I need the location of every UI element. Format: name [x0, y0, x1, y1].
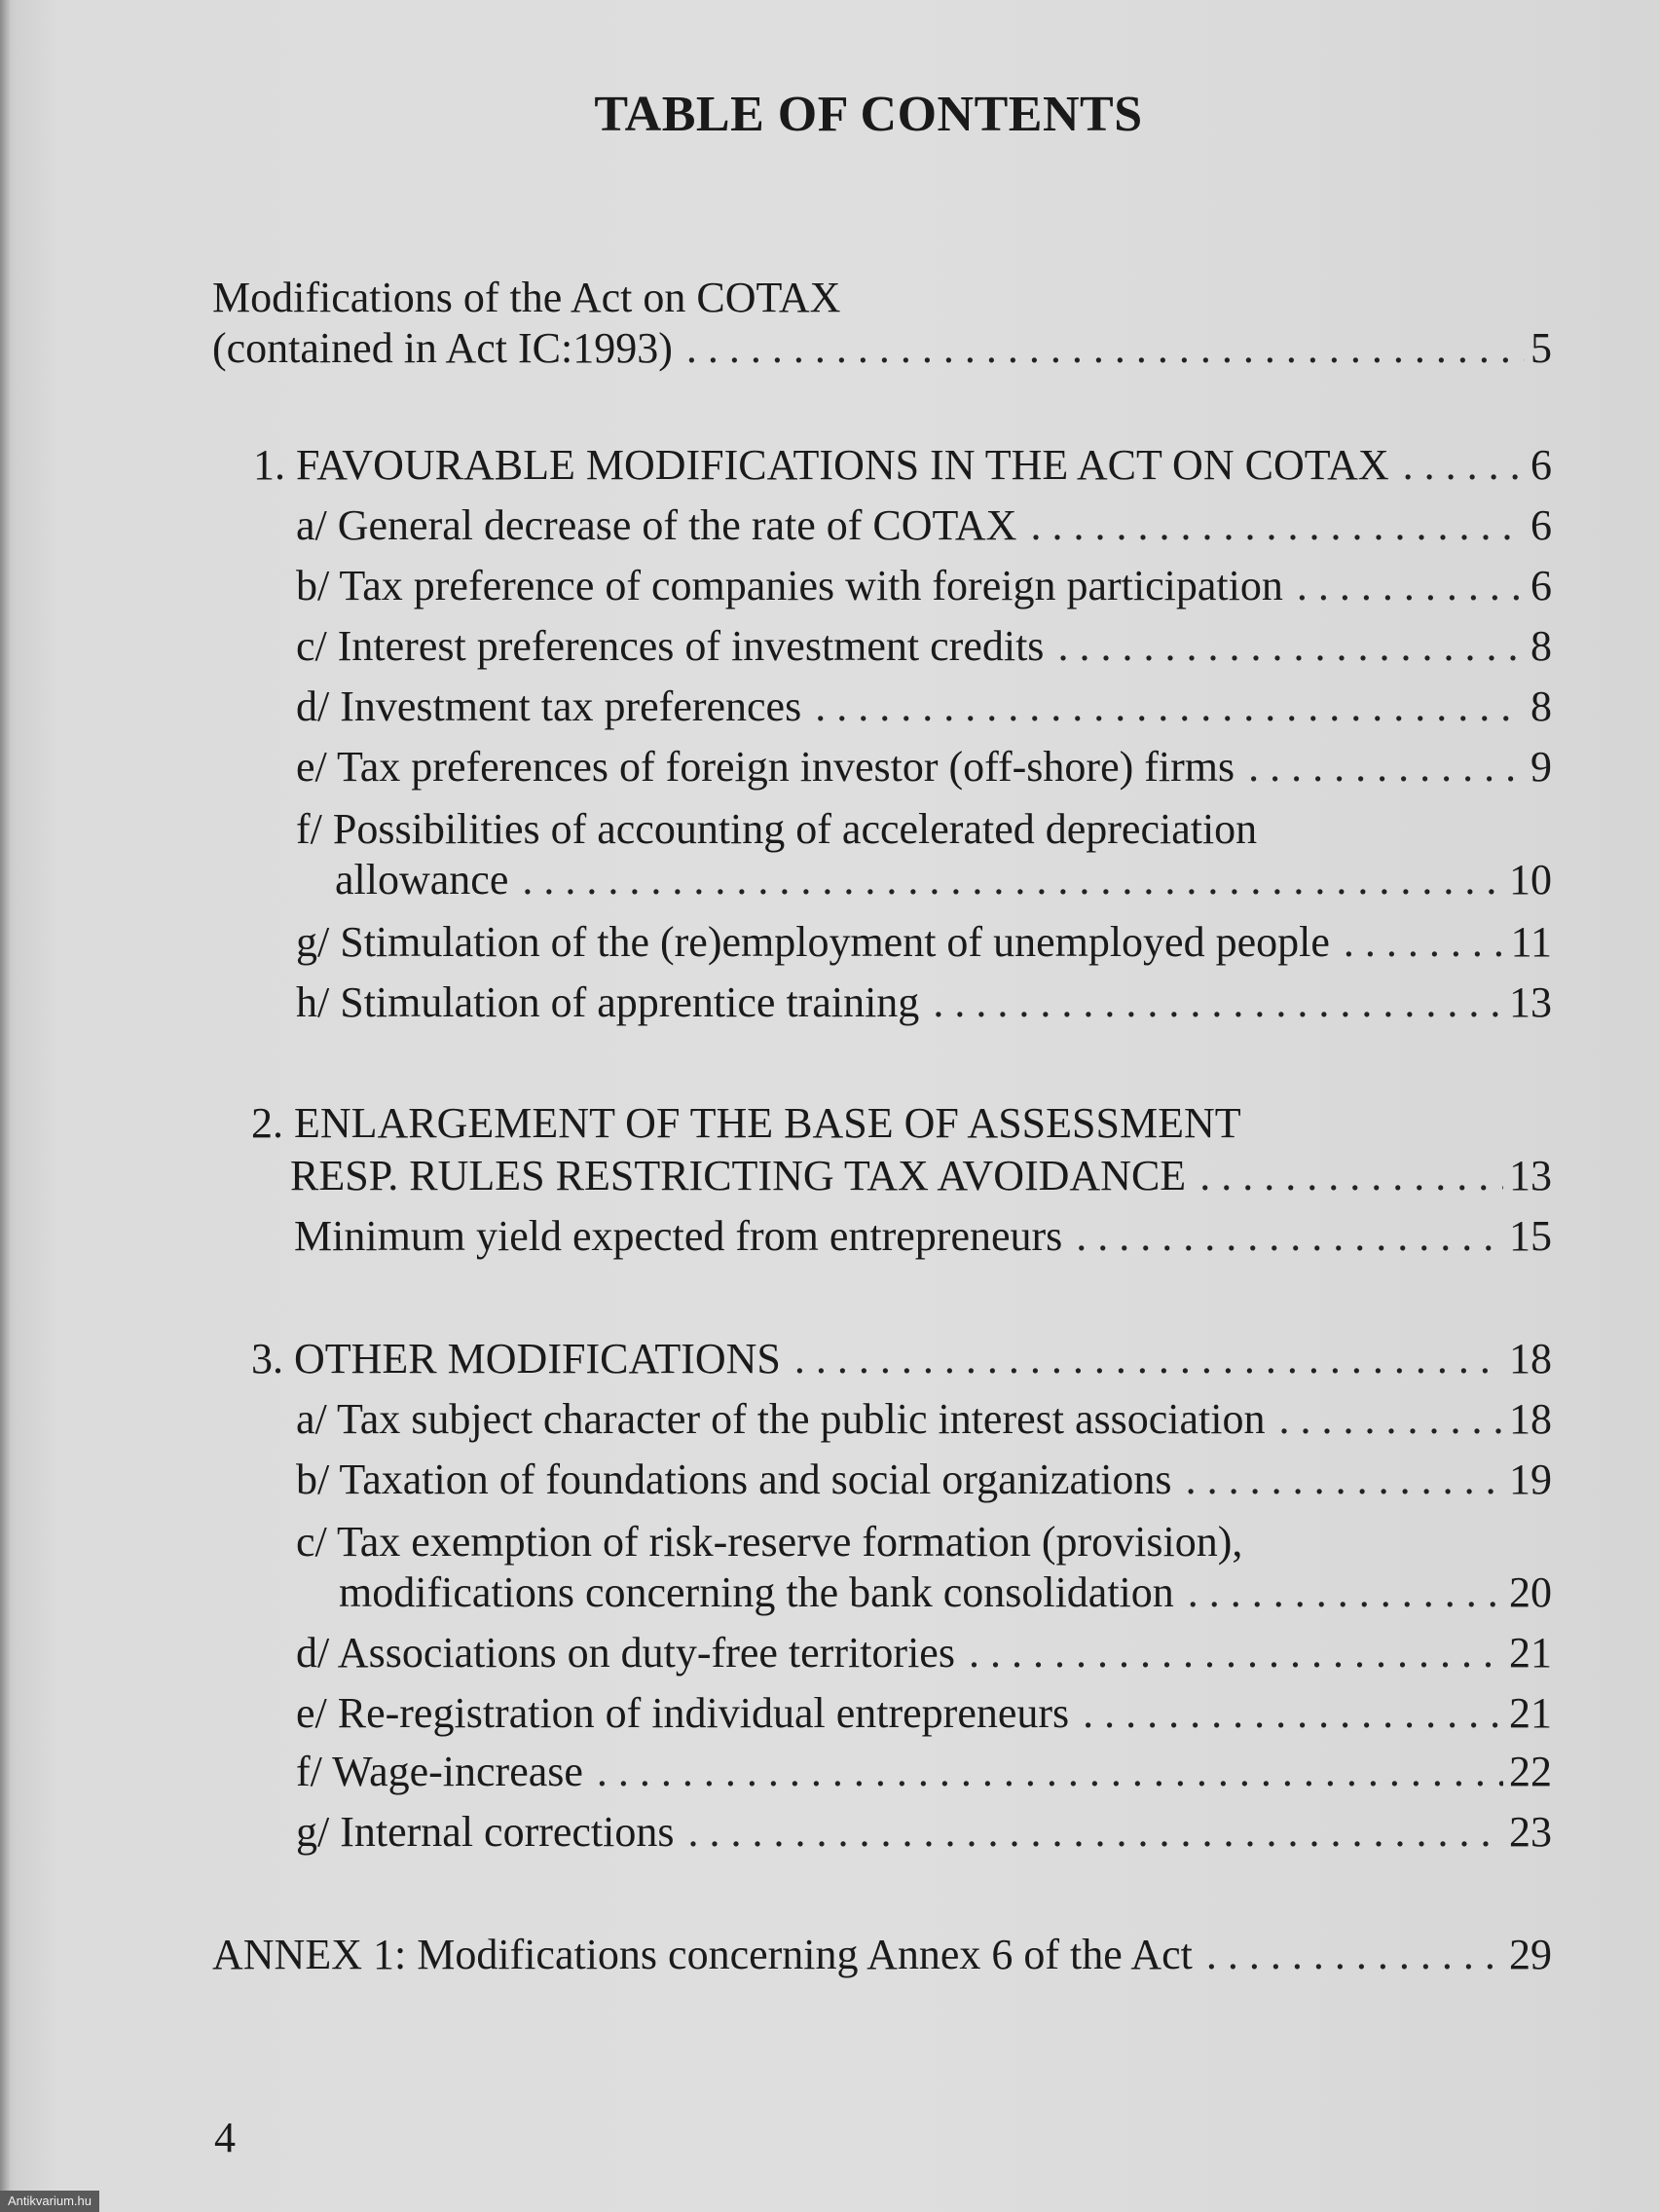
dot-leader [688, 1807, 1503, 1858]
toc-entry [296, 1747, 1552, 1797]
toc-entry-label: f/ Possibilities of accounting of accelerated depreciation [296, 805, 1258, 853]
toc-page-number: 8 [1530, 622, 1552, 670]
dot-leader [1076, 1211, 1503, 1262]
toc-entry [296, 1394, 1552, 1445]
toc-page-number: 9 [1530, 743, 1552, 791]
toc-page-number: 6 [1530, 441, 1552, 489]
toc-entry-label: f/ Wage-increase [296, 1748, 583, 1795]
toc-entry-label: ANNEX 1: Modifications concerning Annex 6 of the Act [212, 1931, 1193, 1978]
page-number: 4 [214, 2114, 236, 2161]
toc-entry-label: c/ Interest preferences of investment credits [296, 622, 1045, 670]
section-title: RESP. RULES RESTRICTING TAX AVOIDANCE [290, 1152, 1187, 1199]
toc-entry-label: e/ Re-registration of individual entrepreneurs [296, 1689, 1070, 1737]
toc-entry [296, 1688, 1552, 1739]
toc-page-number: 5 [1530, 324, 1552, 372]
toc-entry-label: Minimum yield expected from entrepreneurs [294, 1212, 1063, 1260]
toc-entry-label: h/ Stimulation of apprentice training [296, 978, 920, 1026]
toc-page-number: 6 [1530, 501, 1552, 549]
dot-leader [815, 682, 1525, 732]
page-title: TABLE OF CONTENTS [594, 87, 1143, 142]
section-title: 1. FAVOURABLE MODIFICATIONS IN THE ACT ON COTAX [253, 441, 1389, 489]
toc-entry [296, 1807, 1552, 1858]
toc-entry-continuation: allowance [335, 856, 509, 903]
dot-leader [1297, 561, 1525, 611]
intro-line-1: Modifications of the Act on COTAX [212, 274, 841, 321]
toc-entry-label: d/ Associations on duty-free territories [296, 1629, 955, 1677]
toc-entry [294, 1211, 1552, 1262]
toc-entry [296, 682, 1552, 732]
dot-leader [1248, 742, 1525, 793]
toc-entry-label: b/ Tax preference of companies with foreign participation [296, 562, 1283, 609]
dot-leader [686, 323, 1525, 374]
dot-leader [794, 1334, 1503, 1384]
toc-entry-intro [212, 323, 1552, 374]
dot-leader [969, 1628, 1503, 1678]
toc-section-2 [290, 1151, 1552, 1201]
toc-entry [296, 1628, 1552, 1678]
toc-page-number: 10 [1509, 856, 1552, 903]
dot-leader [1279, 1394, 1504, 1445]
toc-entry [296, 742, 1552, 793]
dot-leader [1206, 1930, 1503, 1980]
toc-page-number: 13 [1509, 978, 1552, 1026]
dot-leader [1030, 500, 1525, 551]
toc-section-1 [253, 440, 1552, 491]
dot-leader [1083, 1688, 1503, 1739]
toc-page-number: 8 [1530, 682, 1552, 730]
dot-leader [1403, 440, 1525, 491]
dot-leader [522, 855, 1503, 905]
toc-entry [296, 621, 1552, 672]
dot-leader [1057, 621, 1525, 672]
toc-entry-continuation: modifications concerning the bank consolidation [339, 1568, 1174, 1616]
toc-page-number: 11 [1510, 918, 1552, 966]
toc-page-number: 29 [1509, 1931, 1552, 1978]
toc-entry [296, 977, 1552, 1028]
toc-entry [296, 500, 1552, 551]
toc-entry-label: a/ Tax subject character of the public interest association [296, 1395, 1266, 1443]
dot-leader [597, 1747, 1503, 1797]
toc-page-number: 19 [1509, 1456, 1552, 1503]
toc-entry-label: g/ Internal corrections [296, 1808, 675, 1856]
toc-entry [339, 1567, 1552, 1618]
toc-page-number: 13 [1509, 1152, 1552, 1199]
toc-entry-label: b/ Taxation of foundations and social organizations [296, 1456, 1172, 1503]
toc-entry-label: d/ Investment tax preferences [296, 682, 802, 730]
section-title: 2. ENLARGEMENT OF THE BASE OF ASSESSMENT [251, 1099, 1241, 1147]
toc-entry [296, 917, 1552, 968]
toc-entry-label: a/ General decrease of the rate of COTAX [296, 501, 1017, 549]
dot-leader [933, 977, 1503, 1028]
toc-entry-label: g/ Stimulation of the (re)employment of unemployed people [296, 918, 1330, 966]
toc-page-number: 20 [1509, 1568, 1552, 1616]
source-watermark: Antikvarium.hu [0, 2191, 99, 2212]
toc-page-number: 21 [1509, 1689, 1552, 1737]
section-title: 3. OTHER MODIFICATIONS [251, 1335, 781, 1382]
toc-page-number: 23 [1509, 1808, 1552, 1856]
toc-entry [335, 855, 1552, 905]
toc-entry [296, 561, 1552, 611]
toc-entry-annex [212, 1930, 1552, 1980]
dot-leader [1186, 1455, 1503, 1505]
toc-page-number: 22 [1509, 1748, 1552, 1795]
toc-section-3 [251, 1334, 1552, 1384]
toc-entry-label: c/ Tax exemption of risk-reserve formation (provision), [296, 1518, 1243, 1566]
toc-page-number: 18 [1509, 1395, 1552, 1443]
toc-entry-label: (contained in Act IC:1993) [212, 324, 673, 372]
dot-leader [1199, 1151, 1503, 1201]
dot-leader [1344, 917, 1505, 968]
dot-leader [1188, 1567, 1503, 1618]
toc-entry-label: e/ Tax preferences of foreign investor (off-shore) firms [296, 743, 1235, 791]
toc-page-number: 6 [1530, 562, 1552, 609]
toc-page-number: 21 [1509, 1629, 1552, 1677]
toc-page-number: 18 [1509, 1335, 1552, 1382]
toc-page-number: 15 [1509, 1212, 1552, 1260]
toc-entry [296, 1455, 1552, 1505]
